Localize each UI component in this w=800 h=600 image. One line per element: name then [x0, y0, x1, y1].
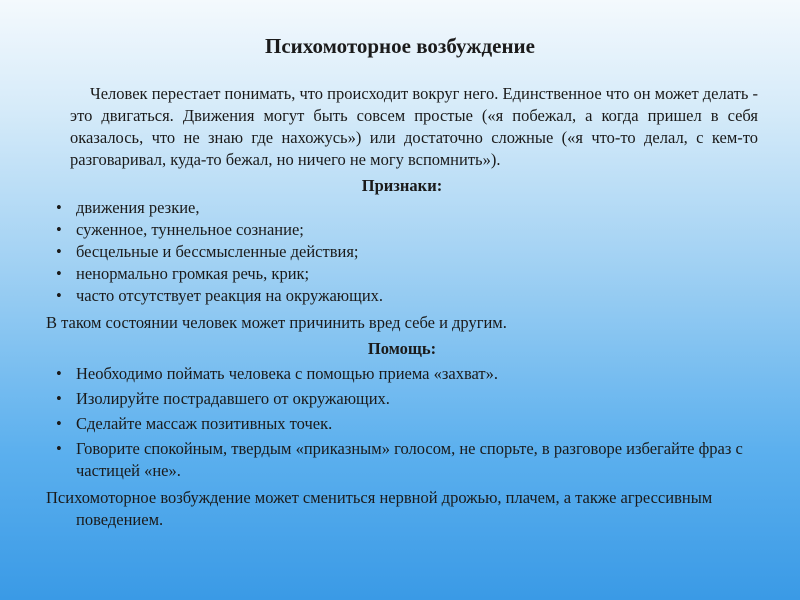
list-item-text: Необходимо поймать человека с помощью приема «захват». [76, 364, 499, 383]
list-item [46, 285, 758, 307]
signs-list [46, 197, 758, 307]
bullet-icon: • [56, 264, 62, 283]
bullet-icon: • [56, 198, 62, 217]
list-item-text: часто отсутствует реакция на окружающих. [76, 286, 384, 305]
slide-title: Психомоторное возбуждение [265, 34, 535, 58]
bullet-icon: • [56, 242, 62, 261]
signs-heading: Признаки: [361, 176, 443, 195]
harm-note: В таком состоянии человек может причинить вред себе и другим. [46, 313, 507, 332]
bullet-icon: • [56, 439, 62, 458]
help-heading: Помощь: [367, 339, 437, 358]
list-item [46, 263, 758, 285]
list-item-text: движения резкие, [76, 198, 200, 217]
list-item [46, 241, 758, 263]
list-item-text: бесцельные и бессмысленные действия; [76, 242, 359, 261]
bullet-icon: • [56, 286, 62, 305]
bullet-icon: • [56, 364, 62, 383]
list-item-text: Изолируйте пострадавшего от окружающих. [76, 389, 390, 408]
list-item [46, 438, 758, 482]
help-list [46, 363, 758, 482]
bullet-icon: • [56, 220, 62, 239]
bullet-icon: • [56, 389, 62, 408]
list-item-text: ненормально громкая речь, крик; [76, 264, 310, 283]
list-item [46, 363, 758, 385]
closing-paragraph: Психомоторное возбуждение может смениться нервной дрожью, плачем, а также агрессивным поведением. [46, 488, 713, 529]
slide-content [46, 83, 758, 531]
list-item [46, 219, 758, 241]
intro-paragraph: Человек перестает понимать, что происходит вокруг него. Единственное что он может делать - это двигаться. Движения могут быть совсем простые («я побежал, а когда пришел в себя оказалось, что не знаю где нахожусь») или достаточно сложные («я что-то делал, с кем-то разговаривал, куда-то бежал, но ничего не могу вспомнить»). [70, 84, 758, 169]
list-item [46, 197, 758, 219]
list-item-text: Сделайте массаж позитивных точек. [76, 414, 333, 433]
bullet-icon: • [56, 414, 62, 433]
list-item-text: Говорите спокойным, твердым «приказным» голосом, не спорьте, в разговоре избегайте фраз с частицей «не». [76, 439, 743, 480]
list-item-text: суженное, туннельное сознание; [76, 220, 304, 239]
list-item [46, 413, 758, 435]
list-item [46, 388, 758, 410]
